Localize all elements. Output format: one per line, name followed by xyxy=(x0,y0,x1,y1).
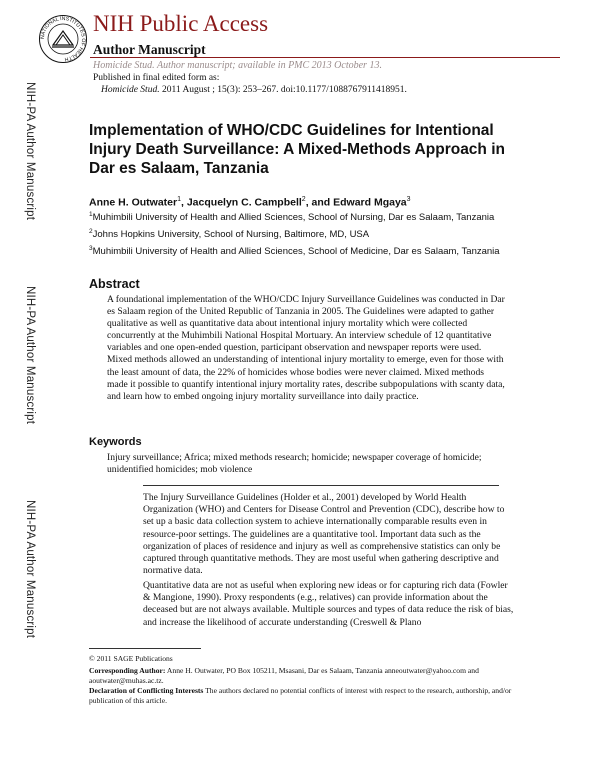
affiliation xyxy=(89,208,529,224)
affiliation-marker: 1 xyxy=(89,211,93,218)
affiliation-text: Muhimbili University of Health and Allied Sciences, School of Medicine, Dar es Salaam, Tanzania xyxy=(92,246,500,258)
abstract-heading: Abstract xyxy=(89,277,140,291)
nih-seal-logo xyxy=(38,14,88,64)
author-separator: , and xyxy=(305,196,334,209)
corresponding-author-footnote xyxy=(89,666,519,686)
conflict-of-interest-footnote xyxy=(89,686,519,706)
author-list xyxy=(89,196,411,209)
published-in-label: Published in final edited form as: xyxy=(93,73,220,83)
keywords-heading: Keywords xyxy=(89,436,142,448)
side-label-author-manuscript: NIH-PA Author Manuscript xyxy=(24,500,36,639)
body-paragraph: The Injury Surveillance Guidelines (Holder et al., 2001) developed by World Health Organization (WHO) and Centers for Disease Control and Prevention (CDC), describe how to set up a basic data collection system to achieve internationally comparable results even in resource-poor settings. The guidelines are a quantitative tool. Important data such as the organization of places of residence and injury as well as comprehensive statistics can only be captured through quantitative methods. They are most useful when gathering descriptive and normative data. xyxy=(143,492,505,577)
side-label-author-manuscript: NIH-PA Author Manuscript xyxy=(24,82,36,221)
affiliation xyxy=(89,225,529,241)
journal-citation: 2011 August ; 15(3): 253–267. doi:10.1177/1088767911418951. xyxy=(161,85,407,95)
author-affiliation-marker: 2 xyxy=(301,196,306,203)
journal-name: Homicide Stud. xyxy=(101,85,160,95)
conflict-of-interest-text: The authors declared no potential conflicts of interest with respect to the research, authorship, and/or publication of this article. xyxy=(89,686,512,705)
footnote-divider xyxy=(89,648,201,649)
affiliation xyxy=(89,242,529,258)
corresponding-author-label: Corresponding Author: xyxy=(89,666,166,675)
nih-public-access-title: NIH Public Access xyxy=(93,11,269,36)
body-paragraph: Quantitative data are not as useful when exploring new ideas or for capturing rich data (Fowler & Mangione, 1990). Proxy respondents (e.g., relatives) can provide information about the deceased but are not always available. Multiple sources and types of data reduce the risk of bias, and increase the likelihood of accurate understanding (Creswell & Plano xyxy=(143,580,514,628)
author-name: Edward Mgaya xyxy=(333,196,407,209)
journal-reference xyxy=(101,85,407,95)
keywords-text: Injury surveillance; Africa; mixed methods research; homicide; newspaper coverage of homicide; unidentified homicides; mob violence xyxy=(107,452,482,475)
pmc-availability-note: Homicide Stud. Author manuscript; available in PMC 2013 October 13. xyxy=(93,60,382,71)
author-name: Jacquelyn C. Campbell xyxy=(186,196,302,209)
author-separator: , xyxy=(181,196,187,209)
affiliation-text: Muhimbili University of Health and Allied Sciences, School of Nursing, Dar es Salaam, Tanzania xyxy=(92,212,495,224)
corresponding-author-text: Anne H. Outwater, PO Box 105211, Msasani, Dar es Salaam, Tanzania anneoutwater@yahoo.com and aoutwater@muhas.ac.tz. xyxy=(89,666,479,685)
affiliation-marker: 2 xyxy=(89,228,93,235)
author-affiliation-marker: 1 xyxy=(177,196,181,203)
body-divider xyxy=(143,485,499,486)
author-name: Anne H. Outwater xyxy=(89,196,178,209)
article-title: Implementation of WHO/CDC Guidelines for Intentional Injury Death Surveillance: A Mixed-Methods Approach in Dar es Salaam, Tanzania xyxy=(89,122,505,177)
svg-text:NATIONAL INSTITUTES OF HEALTH: NATIONAL INSTITUTES OF HEALTH xyxy=(39,15,87,62)
affiliation-marker: 3 xyxy=(89,245,93,252)
abstract-text: A foundational implementation of the WHO/CDC Injury Surveillance Guidelines was conducted in Dar es Salaam region of the United Republic of Tanzania in 2005. The Guidelines were adapted to gather qualitative as well as quantitative data about intentional injury mortality which were collected concurrently at the Muhimbili National Hospital Mortuary. An interview schedule of 12 quantitative variables and one open-ended question, participant observation and newspaper reports were used. Mixed methods allowed an understanding of intentional injury mortality to emerge, even for those with the least amount of data, the 22% of homicides whose bodies were never claimed. Mixed methods made it possible to quantify intentional injury mortality rates, describe subpopulations with scanty data, and learn how to embed ongoing injury mortality surveillance into daily practice. xyxy=(107,294,505,402)
copyright-footnote: © 2011 SAGE Publications xyxy=(89,654,173,663)
affiliation-text: Johns Hopkins University, School of Nursing, Baltimore, MD, USA xyxy=(92,229,370,241)
header-divider xyxy=(90,57,560,58)
author-affiliation-marker: 3 xyxy=(406,196,411,203)
author-manuscript-label: Author Manuscript xyxy=(93,42,206,57)
side-label-author-manuscript: NIH-PA Author Manuscript xyxy=(24,286,36,425)
conflict-of-interest-label: Declaration of Conflicting Interests xyxy=(89,686,204,695)
